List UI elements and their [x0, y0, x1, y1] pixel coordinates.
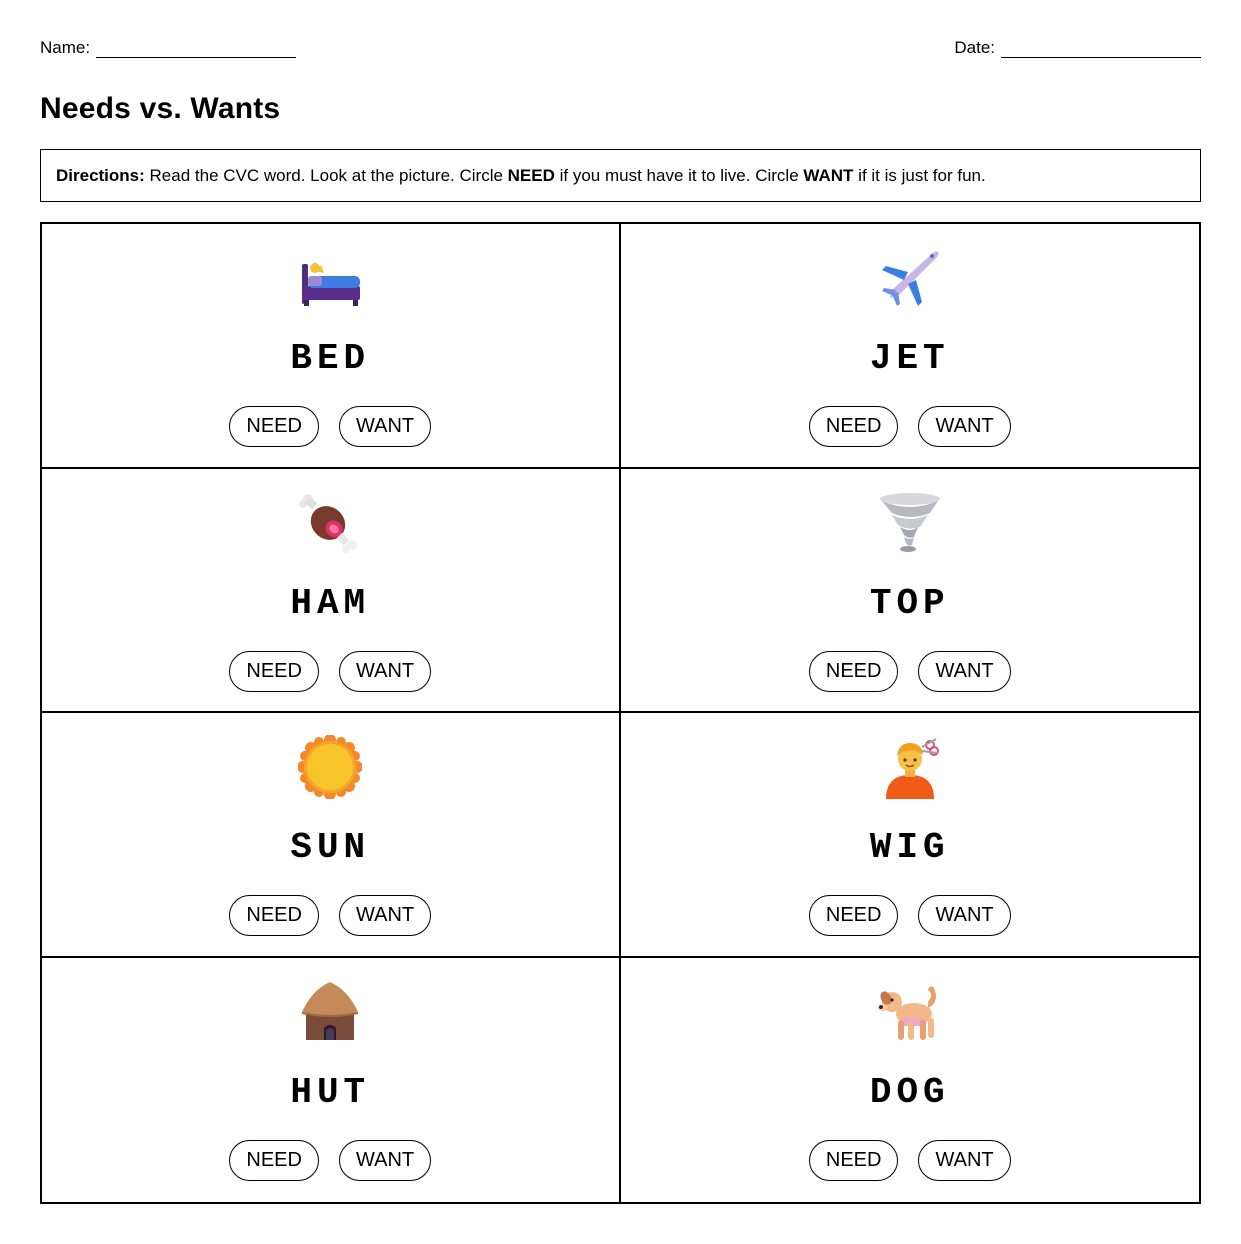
cvc-word: TOP	[869, 582, 950, 624]
need-option[interactable]: NEED	[229, 406, 319, 447]
cvc-word: HUT	[290, 1071, 371, 1113]
item-card	[621, 224, 1200, 469]
choice-row	[621, 895, 1200, 936]
want-option[interactable]: WANT	[339, 651, 431, 692]
directions-text-1: Read the CVC word. Look at the picture. Circle	[149, 165, 503, 185]
directions-need-word: NEED	[507, 165, 555, 185]
want-option[interactable]: WANT	[918, 406, 1010, 447]
cvc-word: HAM	[290, 582, 371, 624]
want-option[interactable]: WANT	[918, 895, 1010, 936]
choice-row	[42, 406, 619, 447]
date-line[interactable]	[1001, 42, 1201, 58]
choice-row	[42, 651, 619, 692]
tornado-icon	[878, 491, 942, 555]
directions-box	[40, 149, 1201, 202]
cvc-word: WIG	[869, 827, 950, 868]
need-option[interactable]: NEED	[229, 1140, 319, 1181]
choice-row	[621, 406, 1200, 447]
choice-row	[621, 651, 1200, 692]
choice-row	[42, 1140, 619, 1181]
need-option[interactable]: NEED	[229, 651, 319, 692]
cvc-word: SUN	[290, 827, 371, 868]
date-label: Date:	[954, 38, 995, 57]
name-label: Name:	[40, 38, 91, 57]
want-option[interactable]: WANT	[339, 895, 431, 936]
bed-icon	[298, 246, 362, 310]
directions-want-word: WANT	[803, 165, 854, 185]
meat-on-bone-icon	[298, 491, 362, 555]
header-row	[40, 38, 1201, 62]
want-option[interactable]: WANT	[339, 406, 431, 447]
need-option[interactable]: NEED	[809, 1140, 899, 1181]
dog-icon	[878, 980, 942, 1044]
item-card	[621, 958, 1200, 1203]
item-card	[42, 224, 621, 469]
page-title: Needs vs. Wants	[40, 92, 281, 125]
worksheet-grid	[40, 222, 1201, 1204]
need-option[interactable]: NEED	[809, 895, 899, 936]
hut-icon	[298, 980, 362, 1044]
haircut-person-icon	[878, 735, 942, 799]
choice-row	[42, 895, 619, 936]
want-option[interactable]: WANT	[339, 1140, 431, 1181]
directions-label: Directions:	[56, 165, 145, 185]
item-card	[42, 713, 621, 958]
want-option[interactable]: WANT	[918, 1140, 1010, 1181]
cvc-word: BED	[290, 338, 371, 379]
date-field[interactable]	[954, 38, 1201, 58]
cvc-word: JET	[869, 338, 950, 379]
sun-icon	[298, 735, 362, 799]
need-option[interactable]: NEED	[809, 406, 899, 447]
item-card	[42, 469, 621, 714]
want-option[interactable]: WANT	[918, 651, 1010, 692]
item-card	[621, 469, 1200, 714]
directions-text-3: if it is just for fun.	[858, 165, 986, 185]
choice-row	[621, 1140, 1200, 1181]
cvc-word: DOG	[869, 1071, 950, 1113]
need-option[interactable]: NEED	[229, 895, 319, 936]
airplane-icon	[878, 246, 942, 310]
item-card	[621, 713, 1200, 958]
directions-text-2: if you must have it to live. Circle	[559, 165, 799, 185]
item-card	[42, 958, 621, 1203]
name-line[interactable]	[96, 42, 296, 58]
name-field[interactable]	[40, 38, 296, 58]
need-option[interactable]: NEED	[809, 651, 899, 692]
